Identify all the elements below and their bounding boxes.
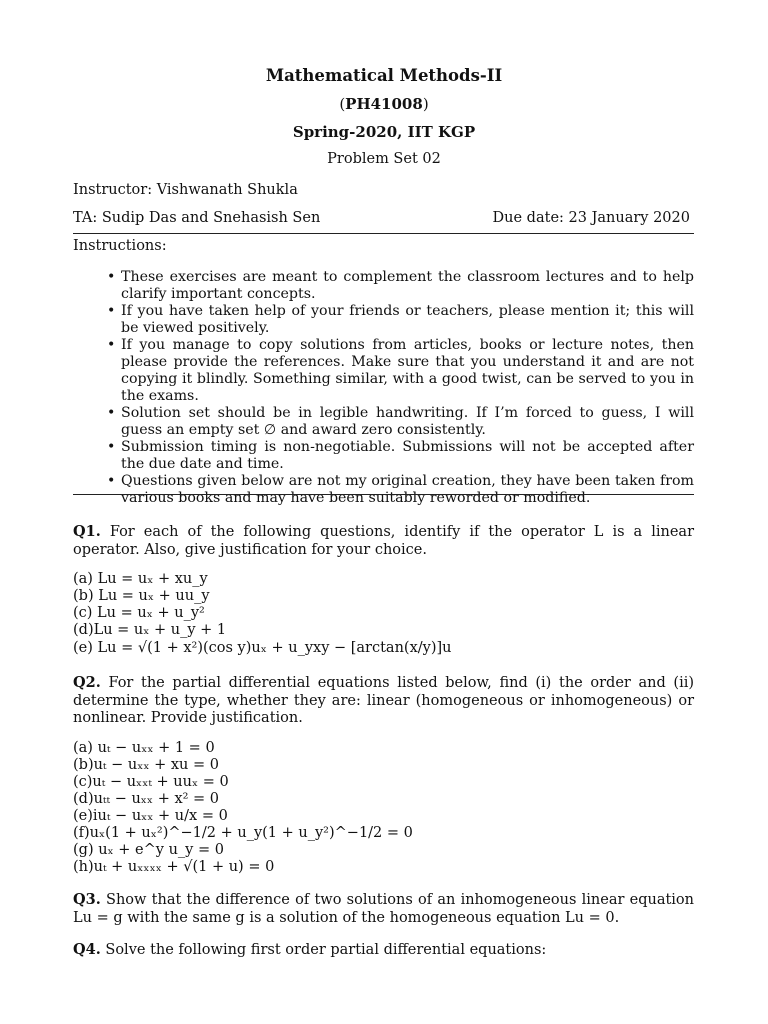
question-4 (73, 941, 694, 960)
instruction-item: • If you have taken help of your friends or teachers, please mention it; this will be viewed positively. (121, 303, 694, 337)
course-code-close: ) (422, 95, 429, 113)
instruction-item: • These exercises are meant to complement the classroom lectures and to help clarify important concepts. (121, 269, 694, 303)
q2-item-c: (c)uₜ − uₓₓₜ + uuₓ = 0 (73, 774, 229, 790)
q2-item-f: (f)uₓ(1 + uₓ²)^−1/2 + u_y(1 + u_y²)^−1/2 = 0 (73, 825, 413, 841)
question-label: Q2. (73, 674, 101, 691)
q1-item-c: (c) Lu = uₓ + u_y² (73, 605, 205, 621)
problem-set-label: Problem Set 02 (327, 151, 441, 167)
course-code-value: PH41008 (345, 95, 423, 113)
document-title: Mathematical Methods-II (265, 66, 503, 85)
q2-item-d: (d)uₜₜ − uₓₓ + x² = 0 (73, 791, 220, 807)
question-2 (73, 674, 694, 728)
divider-bottom (73, 494, 694, 495)
question-text: For the partial differential equations listed below, find (i) the order and (ii) determine the type, whether they are: linear (homogeneous or inhomogeneous) or nonlinear. Provide justification. (73, 675, 695, 726)
q2-item-e: (e)iuₜ − uₓₓ + u/x = 0 (73, 808, 228, 824)
q2-item-g: (g) uₓ + e^y u_y = 0 (73, 842, 224, 858)
term: Spring-2020, IIT KGP (292, 123, 476, 141)
due-date: Due date: 23 January 2020 (492, 210, 690, 226)
divider-top (73, 233, 694, 234)
instruction-item: • If you manage to copy solutions from articles, books or lecture notes, then please provide the references. Make sure that you understand it and are not copying it blindly. Something similar, with a good twist, can be served to you in the exams. (121, 337, 694, 405)
q2-item-b: (b)uₜ − uₓₓ + xu = 0 (73, 757, 219, 773)
question-1 (73, 523, 694, 559)
instruction-item: • Solution set should be in legible handwriting. If I’m forced to guess, I will guess an empty set ∅ and award zero consistently. (121, 405, 694, 439)
q1-item-b: (b) Lu = uₓ + uu_y (73, 588, 210, 604)
course-code (0, 95, 768, 113)
question-label: Q4. (73, 941, 101, 958)
q1-item-e: (e) Lu = √(1 + x²)(cos y)uₓ + u_yxy − [arctan(x/y)]u (73, 640, 452, 656)
question-label: Q1. (73, 523, 101, 540)
q2-item-h: (h)uₜ + uₓₓₓₓ + √(1 + u) = 0 (73, 859, 275, 875)
question-text: For each of the following questions, identify if the operator L is a linear operator. Also, give justification for your choice. (73, 524, 695, 558)
course-code-open: ( (339, 95, 346, 113)
instructions-heading: Instructions: (73, 238, 167, 254)
instructor-line: Instructor: Vishwanath Shukla (73, 182, 298, 198)
question-text: Show that the difference of two solutions of an inhomogeneous linear equation Lu = g with the same g is a solution of the homogeneous equation Lu = 0. (73, 892, 695, 926)
q2-item-a: (a) uₜ − uₓₓ + 1 = 0 (73, 740, 215, 756)
ta-line: TA: Sudip Das and Snehasish Sen (73, 210, 321, 226)
q1-item-d: (d)Lu = uₓ + u_y + 1 (73, 622, 227, 638)
question-text: Solve the following first order partial differential equations: (105, 942, 547, 958)
question-3 (73, 891, 694, 927)
instruction-item: • Submission timing is non-negotiable. Submissions will not be accepted after the due date and time. (121, 439, 694, 473)
instruction-item: • Questions given below are not my original creation, they have been taken from various books and may have been suitably reworded or modified. (121, 473, 694, 507)
q1-item-a: (a) Lu = uₓ + xu_y (73, 571, 208, 587)
instructions-list (73, 269, 694, 507)
question-label: Q3. (73, 891, 101, 908)
